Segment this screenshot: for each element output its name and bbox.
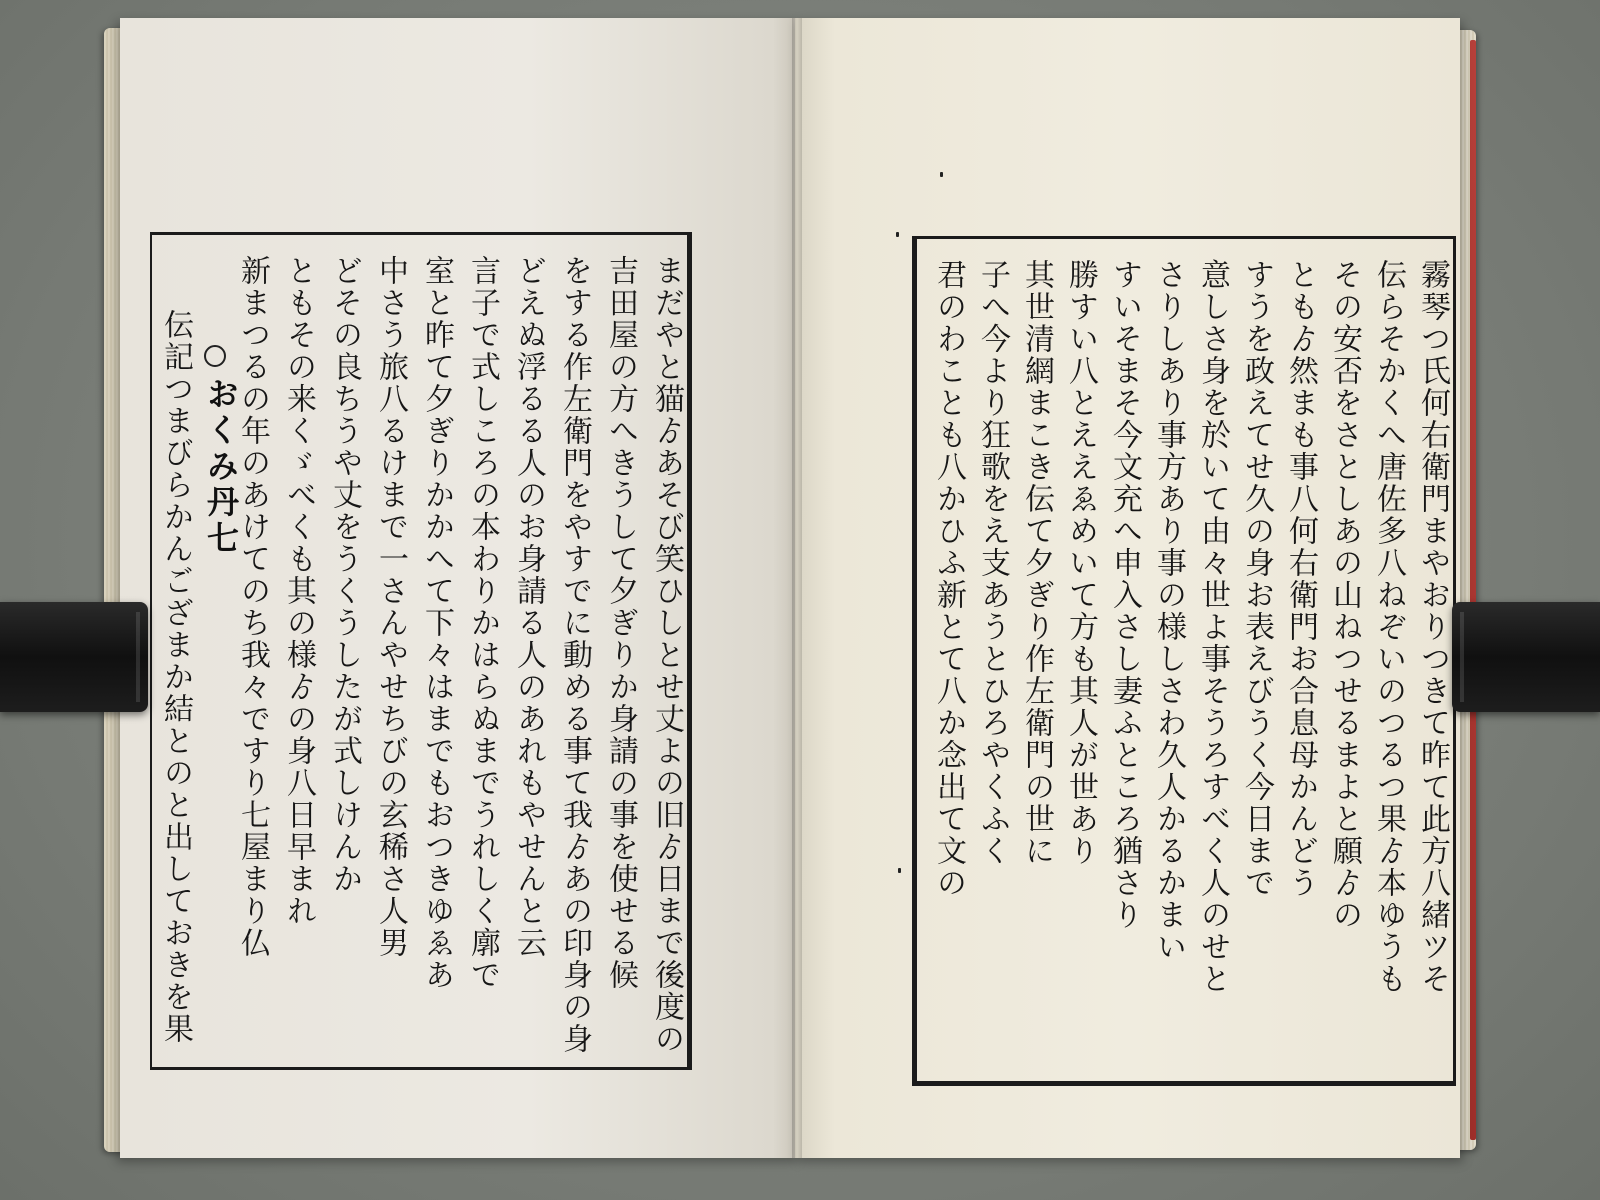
right-col-4: ともゟ然まも事八何右衛門お合息母かんどう	[1283, 259, 1318, 899]
left-col-3: をする作左衛門をやすでに動める事て我ゟあの印身の身	[557, 255, 592, 1055]
ink-speck	[898, 868, 901, 873]
left-text-frame	[150, 232, 692, 1070]
right-text-frame	[912, 236, 1456, 1086]
right-col-9: 勝すい八とええゑめいて方も其人が世あり	[1063, 259, 1098, 867]
ink-speck	[940, 172, 943, 177]
left-col-7: 中さう旅八るけまで一さんやせちびの玄稀さ人男	[373, 255, 408, 959]
left-col-8: どその良ちうや丈をうくうしたが式しけんか	[327, 255, 362, 895]
right-col-3: その安否をさとしあの山ねつせるまよと願ゟの	[1327, 259, 1362, 931]
right-book-clamp	[1452, 602, 1600, 712]
chapter-circle-marker	[204, 345, 226, 367]
red-page-edge	[1470, 40, 1476, 1140]
left-col-6: 室と昨て夕ぎりかかへて下々はまでもおつきゆゑあ	[419, 255, 454, 991]
chapter-title: おくみ丹七	[202, 377, 240, 557]
right-col-12: 君のわことも八かひふ新とて八か念出て文の	[931, 259, 966, 899]
left-col-10: 新まつるの年のあけてのち我々ですり七屋まり仏	[235, 255, 270, 959]
right-col-8: すいそまそ今文充へ申入さし妻ふところ猶さり	[1107, 259, 1142, 931]
left-col-4: どえぬ浮るる人のお身請る人のあれもやせんと云	[511, 255, 546, 959]
left-col-9: ともその来くゞべくも其の様ゟの身八日早まれ	[281, 255, 316, 927]
left-col-1: まだやと猫ゟあそび笑ひしとせ丈よの旧ゟ日まで後度の	[649, 255, 684, 1055]
ink-speck	[896, 232, 899, 237]
right-col-2: 伝らそかくへ唐佐多八ねぞいのつるつ果ゟ本ゆうも	[1371, 259, 1406, 995]
left-col-11: 伝記つまびらかんござまか結とのと出しておきを果	[158, 309, 193, 1045]
right-col-10: 其世清網まこき伝て夕ぎり作左衛門の世に	[1019, 259, 1054, 867]
book-gutter	[792, 18, 802, 1158]
right-col-6: 意しさ身を於いて由々世よ事そうろすべく人のせと	[1195, 259, 1230, 995]
right-col-7: さりしあり事方あり事の様しさわ久人かるかまい	[1151, 259, 1186, 963]
right-col-5: すうを政えてせ久の身お表えびうく今日まで	[1239, 259, 1274, 899]
right-col-1: 霧琴つ氏何右衛門まやおりつきて昨て此方八緒ツそ	[1415, 259, 1450, 995]
left-col-2: 吉田屋の方へきうして夕ぎりか身請の事を使せる候	[603, 255, 638, 991]
left-book-clamp	[0, 602, 148, 712]
left-col-5: 言子で式しころの本わりかはらぬまでうれしく廓で	[465, 255, 500, 991]
right-col-11: 子へ今より狂歌をえ支あうとひろやくふく	[975, 259, 1010, 867]
